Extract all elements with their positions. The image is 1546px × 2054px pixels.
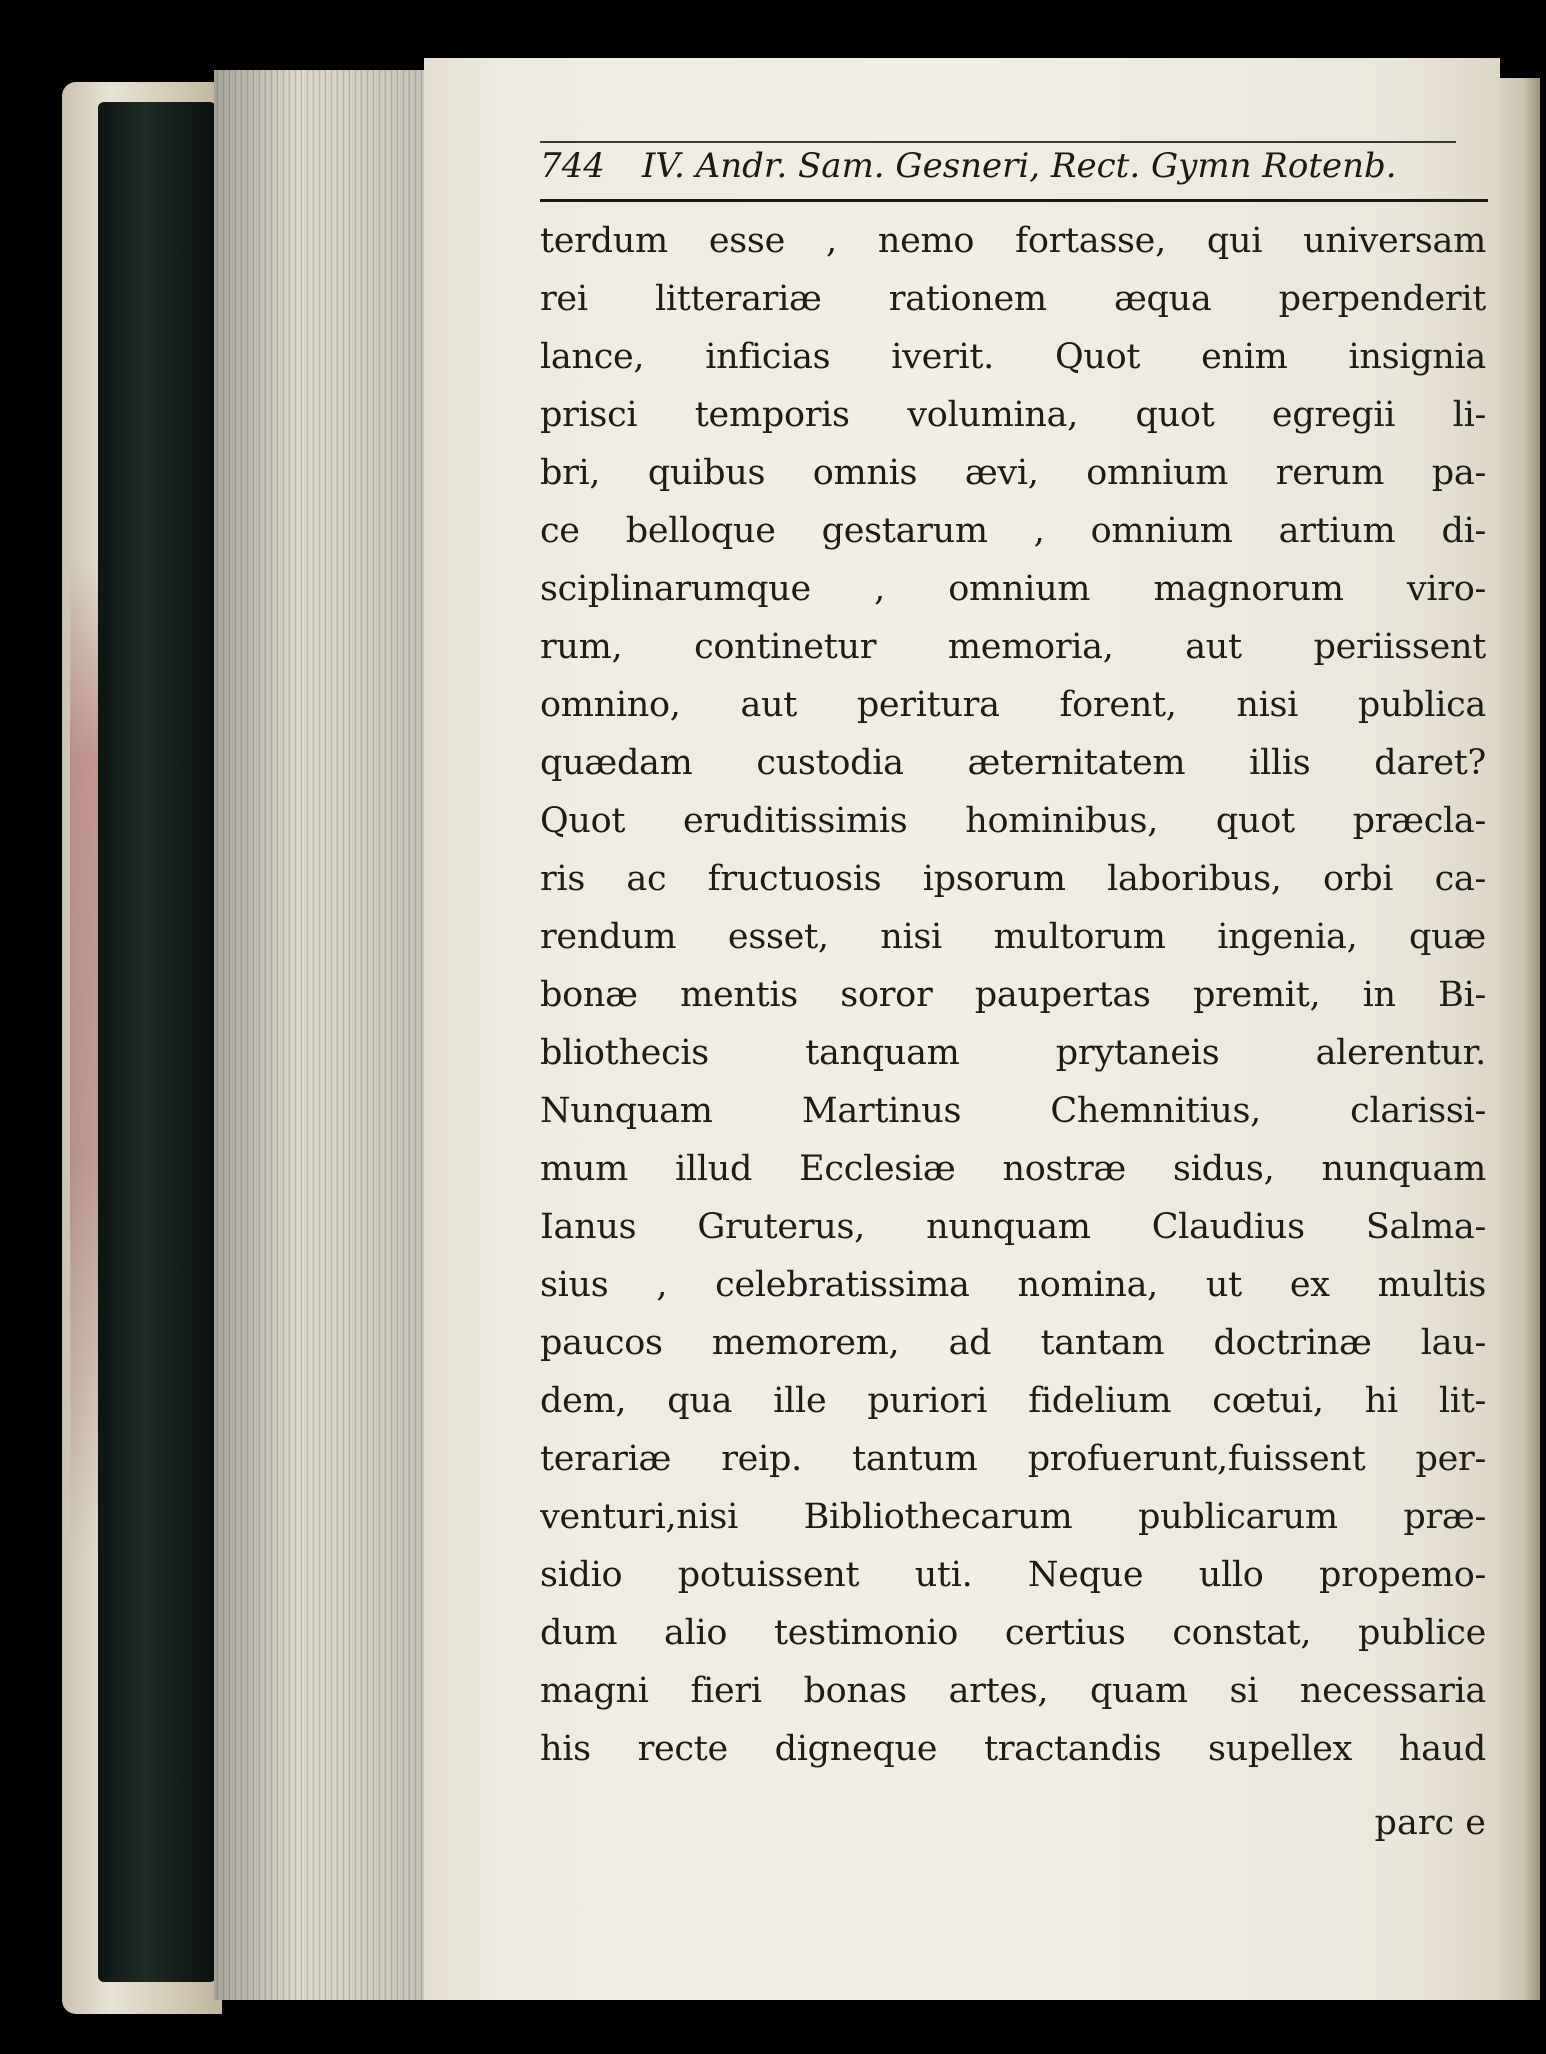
- text-line: bonæ mentis soror paupertas premit, in Bi-: [540, 975, 1486, 1015]
- text-line: rum, continetur memoria, aut periissent: [540, 627, 1486, 667]
- facing-page-edge: [1500, 78, 1540, 2000]
- text-line: ce belloque gestarum , omnium artium di-: [540, 511, 1486, 551]
- text-line: sidio potuissent uti. Neque ullo propemo-: [540, 1555, 1486, 1595]
- running-title: IV. Andr. Sam. Gesneri, Rect. Gymn Rotenb.: [642, 146, 1397, 186]
- text-line: paucos memorem, ad tantam doctrinæ lau-: [540, 1323, 1486, 1363]
- text-line: Ianus Gruterus, nunquam Claudius Salma-: [540, 1207, 1486, 1247]
- cover-stain: [70, 560, 100, 1560]
- text-line: sius , celebratissima nomina, ut ex multis: [540, 1265, 1486, 1305]
- text-line: prisci temporis volumina, quot egregii li-: [540, 395, 1486, 435]
- text-line: magni fieri bonas artes, quam si necessaria: [540, 1671, 1486, 1711]
- text-line: bliothecis tanquam prytaneis alerentur.: [540, 1033, 1486, 1073]
- text-line: his recte digneque tractandis supellex haud: [540, 1729, 1486, 1769]
- text-line: dem, qua ille puriori fidelium cœtui, hi lit-: [540, 1381, 1486, 1421]
- header-rule-top: [540, 141, 1456, 143]
- catchword: parc e: [1374, 1803, 1486, 1843]
- text-line: lance, inficias iverit. Quot enim insignia: [540, 337, 1486, 377]
- text-line: Nunquam Martinus Chemnitius, clarissi-: [540, 1091, 1486, 1131]
- text-line: mum illud Ecclesiæ nostræ sidus, nunquam: [540, 1149, 1486, 1189]
- running-header: [540, 146, 1488, 194]
- text-line: quædam custodia æternitatem illis daret?: [540, 743, 1486, 783]
- text-line: terariæ reip. tantum profuerunt,fuissent per-: [540, 1439, 1486, 1479]
- header-rule-bottom: [540, 199, 1488, 202]
- text-line: bri, quibus omnis ævi, omnium rerum pa-: [540, 453, 1486, 493]
- text-line: rei litterariæ rationem æqua perpenderit: [540, 279, 1486, 319]
- page-edges-shadow: [214, 70, 424, 2000]
- text-line: venturi,nisi Bibliothecarum publicarum præ-: [540, 1497, 1486, 1537]
- text-line: sciplinarumque , omnium magnorum viro-: [540, 569, 1486, 609]
- text-line: dum alio testimonio certius constat, publice: [540, 1613, 1486, 1653]
- text-line: omnino, aut peritura forent, nisi publica: [540, 685, 1486, 725]
- text-line: ris ac fructuosis ipsorum laboribus, orbi ca-: [540, 859, 1486, 899]
- dark-text-block-edge: [98, 102, 216, 1982]
- text-line: rendum esset, nisi multorum ingenia, quæ: [540, 917, 1486, 957]
- text-line: terdum esse , nemo fortasse, qui universam: [540, 221, 1486, 261]
- body-text: [540, 212, 1486, 1778]
- text-line: Quot eruditissimis hominibus, quot præcla-: [540, 801, 1486, 841]
- page-number: 744: [540, 146, 605, 186]
